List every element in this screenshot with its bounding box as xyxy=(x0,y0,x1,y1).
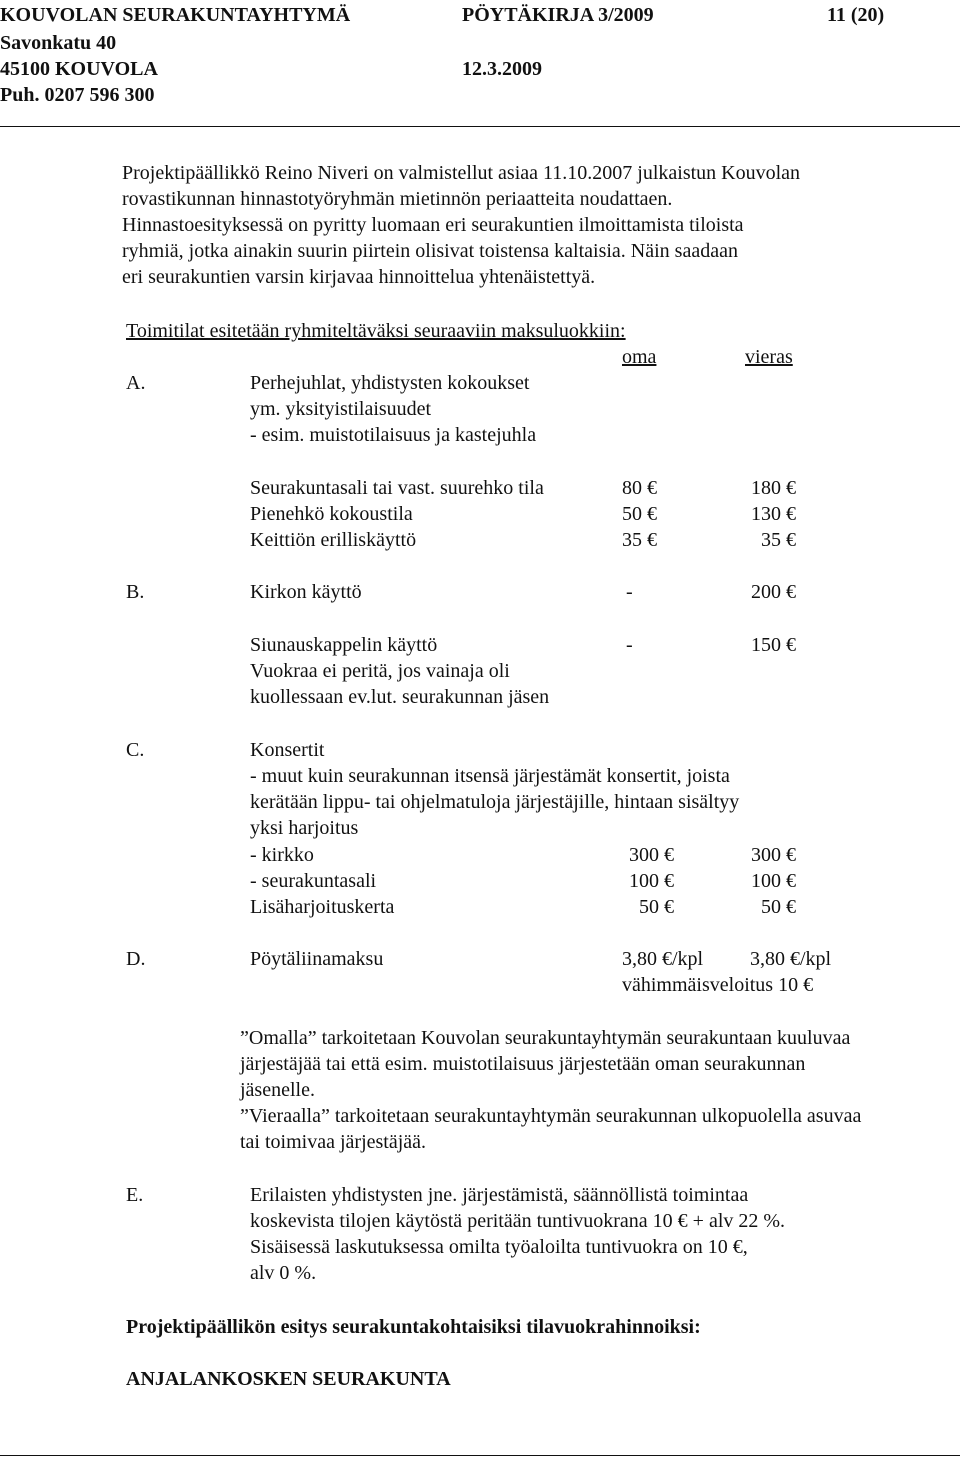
intro-line: rovastikunnan hinnastotyöryhmän mietinnön periaatteita noudattaen. xyxy=(122,188,673,210)
column-vieras: vieras xyxy=(745,346,793,368)
fee-oma: 50 € xyxy=(639,896,674,918)
section-letter-b: B. xyxy=(126,581,145,603)
fee-row-label: Keittiön erilliskäyttö xyxy=(250,529,417,551)
fee-oma: 100 € xyxy=(629,870,674,892)
definition-line: ”Vieraalla” tarkoitetaan seurakuntayhtymän seurakunnan ulkopuolella asuvaa xyxy=(240,1105,862,1127)
section-e-line: Erilaisten yhdistysten jne. järjestämistä, säännöllistä toimintaa xyxy=(250,1184,749,1206)
document-title: PÖYTÄKIRJA 3/2009 xyxy=(462,4,654,26)
proposal-heading: Projektipäällikön esitys seurakuntakohtaisiksi tilavuokrahinnoiksi: xyxy=(126,1316,701,1338)
section-c-line: yksi harjoitus xyxy=(250,817,359,839)
intro-line: ryhmiä, jotka ainakin suurin piirtein olisivat toistensa kaltaisia. Näin saadaan xyxy=(122,240,738,262)
section-letter-a: A. xyxy=(126,372,146,394)
fee-oma: - xyxy=(626,581,633,603)
footer-divider xyxy=(0,1455,960,1456)
fee-row-label: Kirkon käyttö xyxy=(250,581,362,603)
section-letter-c: C. xyxy=(126,739,145,761)
intro-line: Hinnastoesityksessä on pyritty luomaan eri seurakuntien ilmoittamista tiloista xyxy=(122,214,744,236)
intro-line: Projektipäällikkö Reino Niveri on valmistellut asiaa 11.10.2007 julkaistun Kouvolan xyxy=(122,162,801,184)
fee-vieras: 300 € xyxy=(751,844,796,866)
section-b-note: kuollessaan ev.lut. seurakunnan jäsen xyxy=(250,686,550,708)
fee-vieras: 35 € xyxy=(761,529,796,551)
column-oma: oma xyxy=(622,346,657,368)
section-a-line: - esim. muistotilaisuus ja kastejuhla xyxy=(250,424,537,446)
fee-row-label: - kirkko xyxy=(250,844,314,866)
fee-vieras: 50 € xyxy=(761,896,796,918)
fee-classes-heading: Toimitilat esitetään ryhmiteltäväksi seuraaviin maksuluokkiin: xyxy=(126,320,626,342)
definition-line: jäsenelle. xyxy=(240,1079,315,1101)
fee-row-label: Seurakuntasali tai vast. suurehko tila xyxy=(250,477,544,499)
section-a-line: ym. yksityistilaisuudet xyxy=(250,398,432,420)
fee-oma: 3,80 €/kpl xyxy=(622,948,704,970)
section-e-line: alv 0 %. xyxy=(250,1262,317,1284)
document-date: 12.3.2009 xyxy=(462,58,542,80)
fee-vieras: 200 € xyxy=(751,581,796,603)
fee-row-label: - seurakuntasali xyxy=(250,870,377,892)
fee-oma: 35 € xyxy=(622,529,657,551)
fee-oma: 300 € xyxy=(629,844,674,866)
fee-oma: 50 € xyxy=(622,503,657,525)
fee-vieras: 150 € xyxy=(751,634,796,656)
definition-line: tai toimivaa järjestäjää. xyxy=(240,1131,427,1153)
fee-oma: 80 € xyxy=(622,477,657,499)
section-e-line: koskevista tilojen käytöstä peritään tuntivuokrana 10 € + alv 22 %. xyxy=(250,1210,786,1232)
section-c-line: kerätään lippu- tai ohjelmatuloja järjestäjille, hintaan sisältyy xyxy=(250,791,740,813)
fee-vieras: 100 € xyxy=(751,870,796,892)
section-letter-e: E. xyxy=(126,1184,144,1206)
section-letter-d: D. xyxy=(126,948,146,970)
city-address: 45100 KOUVOLA xyxy=(0,58,158,80)
fee-vieras: 130 € xyxy=(751,503,796,525)
intro-line: eri seurakuntien varsin kirjavaa hinnoittelua yhtenäistettyä. xyxy=(122,266,596,288)
fee-vieras: 3,80 €/kpl xyxy=(750,948,832,970)
minimum-charge: vähimmäisveloitus 10 € xyxy=(622,974,814,996)
street-address: Savonkatu 40 xyxy=(0,32,117,54)
section-e-line: Sisäisessä laskutuksessa omilta työaloilta tuntivuokra on 10 €, xyxy=(250,1236,748,1258)
fee-row-label: Siunauskappelin käyttö xyxy=(250,634,438,656)
parish-heading: ANJALANKOSKEN SEURAKUNTA xyxy=(126,1368,451,1390)
fee-row-label: Pienehkö kokoustila xyxy=(250,503,413,525)
header-divider xyxy=(0,126,960,127)
section-a-line: Perhejuhlat, yhdistysten kokoukset xyxy=(250,372,530,394)
section-c-line: - muut kuin seurakunnan itsensä järjestämät konsertit, joista xyxy=(250,765,730,787)
section-c-title: Konsertit xyxy=(250,739,325,761)
definition-line: ”Omalla” tarkoitetaan Kouvolan seurakuntayhtymän seurakuntaan kuuluvaa xyxy=(240,1027,851,1049)
definition-line: järjestäjää tai että esim. muistotilaisuus järjestetään oman seurakunnan xyxy=(240,1053,806,1075)
org-name: KOUVOLAN SEURAKUNTAYHTYMÄ xyxy=(0,4,351,26)
fee-oma: - xyxy=(626,634,633,656)
phone-number: Puh. 0207 596 300 xyxy=(0,84,155,106)
fee-row-label: Lisäharjoituskerta xyxy=(250,896,395,918)
page-number: 11 (20) xyxy=(827,4,885,26)
fee-vieras: 180 € xyxy=(751,477,796,499)
section-b-note: Vuokraa ei peritä, jos vainaja oli xyxy=(250,660,510,682)
fee-row-label: Pöytäliinamaksu xyxy=(250,948,384,970)
